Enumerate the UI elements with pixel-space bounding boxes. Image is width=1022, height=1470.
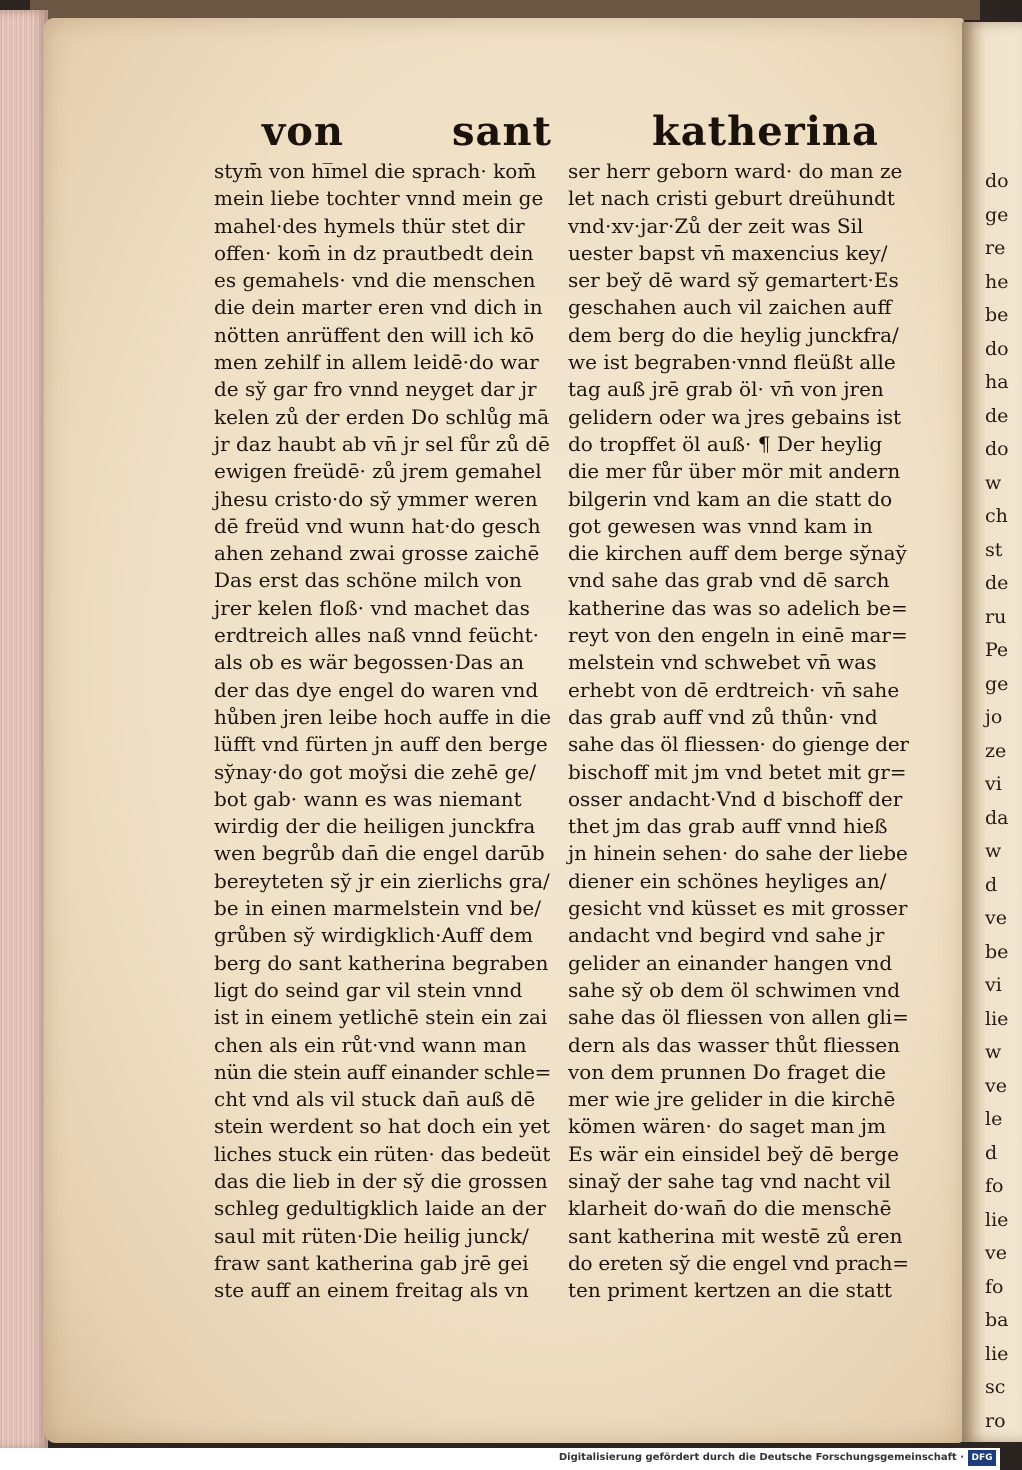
facing-page-fragment: ru [985, 605, 1007, 628]
text-line: dem berg do die heylig junckfra/ [568, 322, 899, 347]
text-line: jr daz haubt ab vn̄ jr sel fůr zů dē [214, 431, 550, 456]
text-line: sahe das öl fliessen von allen gli= [568, 1005, 909, 1030]
text-line: sahe sy̆ ob dem öl schwimen vnd [568, 977, 901, 1002]
text-line: jrer kelen floß· vnd machet das [214, 595, 530, 620]
text-line: let nach cristi geburt dreühundt [568, 186, 895, 211]
text-line: vnd sahe das grab vnd dē sarch [568, 568, 890, 593]
text-line: sinay̆ der sahe tag vnd nacht vil [568, 1168, 891, 1193]
text-line: ewigen freüdē· zů jrem gemahel [214, 459, 542, 484]
running-head-right: katherina [652, 108, 879, 155]
text-line: Das erst das schöne milch von [214, 568, 522, 593]
text-line: andacht vnd begird vnd sahe jr [568, 923, 885, 948]
text-line: do ereten sy̆ die engel vnd prach= [568, 1250, 909, 1275]
text-line: die dein marter eren vnd dich in [214, 295, 543, 320]
text-line: dern als das wasser thůt fliessen [568, 1032, 901, 1057]
text-line: wirdig der die heiligen junckfra [214, 814, 536, 839]
text-line: gelider an einander hangen vnd [568, 950, 893, 975]
facing-page-fragment: ve [985, 907, 1007, 929]
running-head-left: von [262, 108, 345, 155]
text-line: ser herr geborn ward· do man ze [568, 159, 903, 183]
text-line: lüfft vnd fürten jn auff den berge [214, 732, 548, 757]
text-line: de sy̆ gar fro vnnd neyget dar jr [214, 377, 537, 402]
text-line: grůben sy̆ wirdigklich·Auff dem [214, 923, 533, 948]
page-edges-stack [0, 10, 48, 1450]
text-line: bereyteten sy̆ jr ein zierlichs gra/ [214, 868, 550, 893]
facing-page-fragment: w [985, 471, 1002, 494]
facing-page-fragment: ge [985, 203, 1009, 226]
text-line: got gewesen was vnnd kam in [568, 513, 873, 538]
text-line: vnd·xv·jar·Zů der zeit was Sil [568, 213, 864, 238]
text-line: bot gab· wann es was niemant [214, 786, 522, 811]
text-line: wen begrůb dan̄ die engel darūb [214, 841, 545, 866]
facing-page-fragment: fo [985, 1275, 1004, 1298]
facing-page-fragment: ch [985, 505, 1008, 527]
facing-page-fragment: le [985, 1108, 1003, 1130]
text-line: die kirchen auff dem berge sy̆nay̆ [568, 541, 907, 566]
facing-page-fragment: w [985, 840, 1002, 862]
text-line: berg do sant katherina begraben [214, 950, 549, 975]
text-line: klarheit do·wan̄ do die menschē [568, 1196, 892, 1221]
text-line: chen als ein růt·vnd wann man [214, 1032, 527, 1057]
facing-page-fragment: vi [985, 773, 1002, 795]
text-line: uester bapst vn̄ maxencius key/ [568, 240, 888, 265]
text-line: als ob es wär begossen·Das an [214, 650, 525, 675]
text-line: nötten anrüffent den will ich kō [214, 322, 535, 347]
facing-page-fragment: ve [985, 1074, 1007, 1097]
text-line: jn hinein sehen· do sahe der liebe [568, 841, 908, 866]
text-line: bilgerin vnd kam an die statt do [568, 486, 893, 511]
facing-page-fragment: de [985, 572, 1009, 594]
text-line: der das dye engel do waren vnd [214, 677, 539, 702]
text-line: sant katherina mit westē zů eren [568, 1223, 903, 1248]
text-line: Es wär ein einsidel bey̆ dē berge [568, 1141, 899, 1166]
text-line: das grab auff vnd zů thůn· vnd [568, 704, 878, 729]
facing-page-fragment: do [985, 170, 1009, 192]
facing-page-fragment: d [985, 873, 998, 896]
facing-page-fragment: lie [985, 1007, 1009, 1030]
facing-page-fragment: vi [985, 974, 1002, 996]
text-line: schleg gedultigklich laide an der [214, 1196, 547, 1221]
text-line: es gemahels· vnd die menschen [214, 268, 536, 293]
text-line: do tropffet öl auß· ¶ Der heylig [568, 431, 883, 456]
facing-page-fragment: jo [985, 706, 1003, 728]
text-line: hůben jren leibe hoch auffe in die [214, 704, 551, 729]
running-head-middle: sant [452, 108, 552, 155]
text-line: bischoff mit jm vnd betet mit gr= [568, 759, 907, 784]
text-line: katherine das was so adelich be= [568, 595, 908, 620]
text-line: tag auß jrē grab öl· vn̄ von jren [568, 377, 884, 402]
text-line: das die lieb in der sy̆ die grossen [214, 1168, 548, 1193]
text-line: cht vnd als vil stuck dan̄ auß dē [214, 1087, 536, 1112]
facing-page-fragment: fo [985, 1175, 1004, 1197]
text-line: gelidern oder wa jres gebains ist [568, 404, 902, 429]
text-line: geschahen auch vil zaichen auff [568, 295, 892, 320]
text-line: mer wie jre gelider in die kirchē [568, 1087, 896, 1112]
text-line: dē freüd vnd wunn hat·do gesch [214, 513, 541, 538]
text-line: offen· kom̄ in dz prautbedt dein [214, 240, 534, 265]
right-text-column [568, 158, 908, 1304]
text-line: stein werdent so hat doch ein yet [214, 1114, 550, 1139]
text-line: kömen wären· do saget man jm [568, 1114, 886, 1139]
facing-page-fragment: w [985, 1041, 1002, 1063]
facing-page-fragment: lie [985, 1342, 1009, 1365]
facing-page-fragment: be [985, 304, 1009, 326]
text-line: be in einen marmelstein vnd be/ [214, 896, 541, 921]
text-line: thet jm das grab auff vnnd hieß [568, 814, 888, 839]
facing-page-fragment: ba [985, 1309, 1009, 1331]
text-line: men zehilf in allem leidē·do war [214, 350, 539, 375]
facing-page-fragment: Pe [985, 639, 1009, 661]
text-line: sahe das öl fliessen· do gienge der [568, 732, 909, 757]
facing-page-fragment: ro [985, 1409, 1006, 1432]
facing-page-fragment: lie [985, 1208, 1009, 1231]
text-line: erdtreich alles naß vnnd feücht· [214, 623, 539, 648]
text-line: diener ein schönes heyliges an/ [568, 868, 887, 893]
facing-page-fragment: da [985, 806, 1009, 829]
text-line: jhesu cristo·do sy̆ ymmer weren [214, 486, 538, 511]
footer-credit: Digitalisierung gefördert durch die Deutsche Forschungsgemeinschaft · [558, 1452, 964, 1463]
text-line: ist in einem yetlichē stein ein zai [214, 1005, 548, 1030]
text-line: nün die stein auff einander schle= [214, 1059, 551, 1084]
text-line: liches stuck ein rüten· das bedeüt [214, 1141, 551, 1166]
facing-page-fragment: sc [985, 1376, 1006, 1398]
text-line: mein liebe tochter vnnd mein ge [214, 186, 544, 211]
text-line: mahel·des hymels thür stet dir [214, 213, 525, 238]
text-line: we ist begraben·vnnd fleüßt alle [568, 350, 896, 375]
text-line: saul mit rüten·Die heilig junck/ [214, 1223, 529, 1248]
text-line: ten priment kertzen an die statt [568, 1278, 892, 1303]
facing-page-fragment: do [985, 337, 1009, 360]
text-line: ste auff an einem freitag als vn [214, 1278, 529, 1303]
text-line: kelen zů der erden Do schlůg mā [214, 404, 550, 429]
text-line: die mer fůr über mör mit andern [568, 459, 901, 484]
facing-page-fragment: be [985, 940, 1009, 963]
facing-page-fragment: he [985, 270, 1009, 293]
text-line: von dem prunnen Do fraget die [568, 1059, 887, 1084]
facing-page-fragment: ge [985, 672, 1009, 695]
text-line: fraw sant katherina gab jrē gei [214, 1250, 529, 1275]
text-line: ahen zehand zwai grosse zaichē [214, 541, 540, 566]
text-line: sy̆nay·do got moy̆si die zehē ge/ [214, 759, 537, 784]
dfg-logo: DFG [968, 1450, 996, 1466]
text-line: erhebt von dē erdtreich· vn̄ sahe [568, 677, 900, 702]
facing-page-fragment: ze [985, 739, 1007, 762]
text-line: gesicht vnd küsset es mit grosser [568, 896, 908, 921]
facing-page-fragment: st [985, 538, 1003, 561]
facing-page-fragment: ha [985, 371, 1009, 393]
text-line: stym̄ von hi̅mel die sprach· kom̄ [214, 159, 537, 183]
facing-page-fragment: de [985, 404, 1009, 427]
text-line: melstein vnd schwebet vn̄ was [568, 650, 877, 675]
text-line: osser andacht·Vnd d bischoff der [568, 786, 903, 811]
text-line: reyt von den engeln in einē mar= [568, 623, 908, 648]
facing-page-fragment: re [985, 237, 1006, 259]
text-line: ligt do seind gar vil stein vnnd [214, 977, 523, 1002]
facing-page-fragment: ve [985, 1242, 1007, 1264]
text-line: ser bey̆ dē ward sy̆ gemartert·Es [568, 268, 899, 293]
book-top-edge [30, 0, 980, 20]
facing-page-fragment: d [985, 1141, 998, 1164]
facing-page-fragment: do [985, 438, 1009, 460]
left-text-column [214, 158, 550, 1304]
